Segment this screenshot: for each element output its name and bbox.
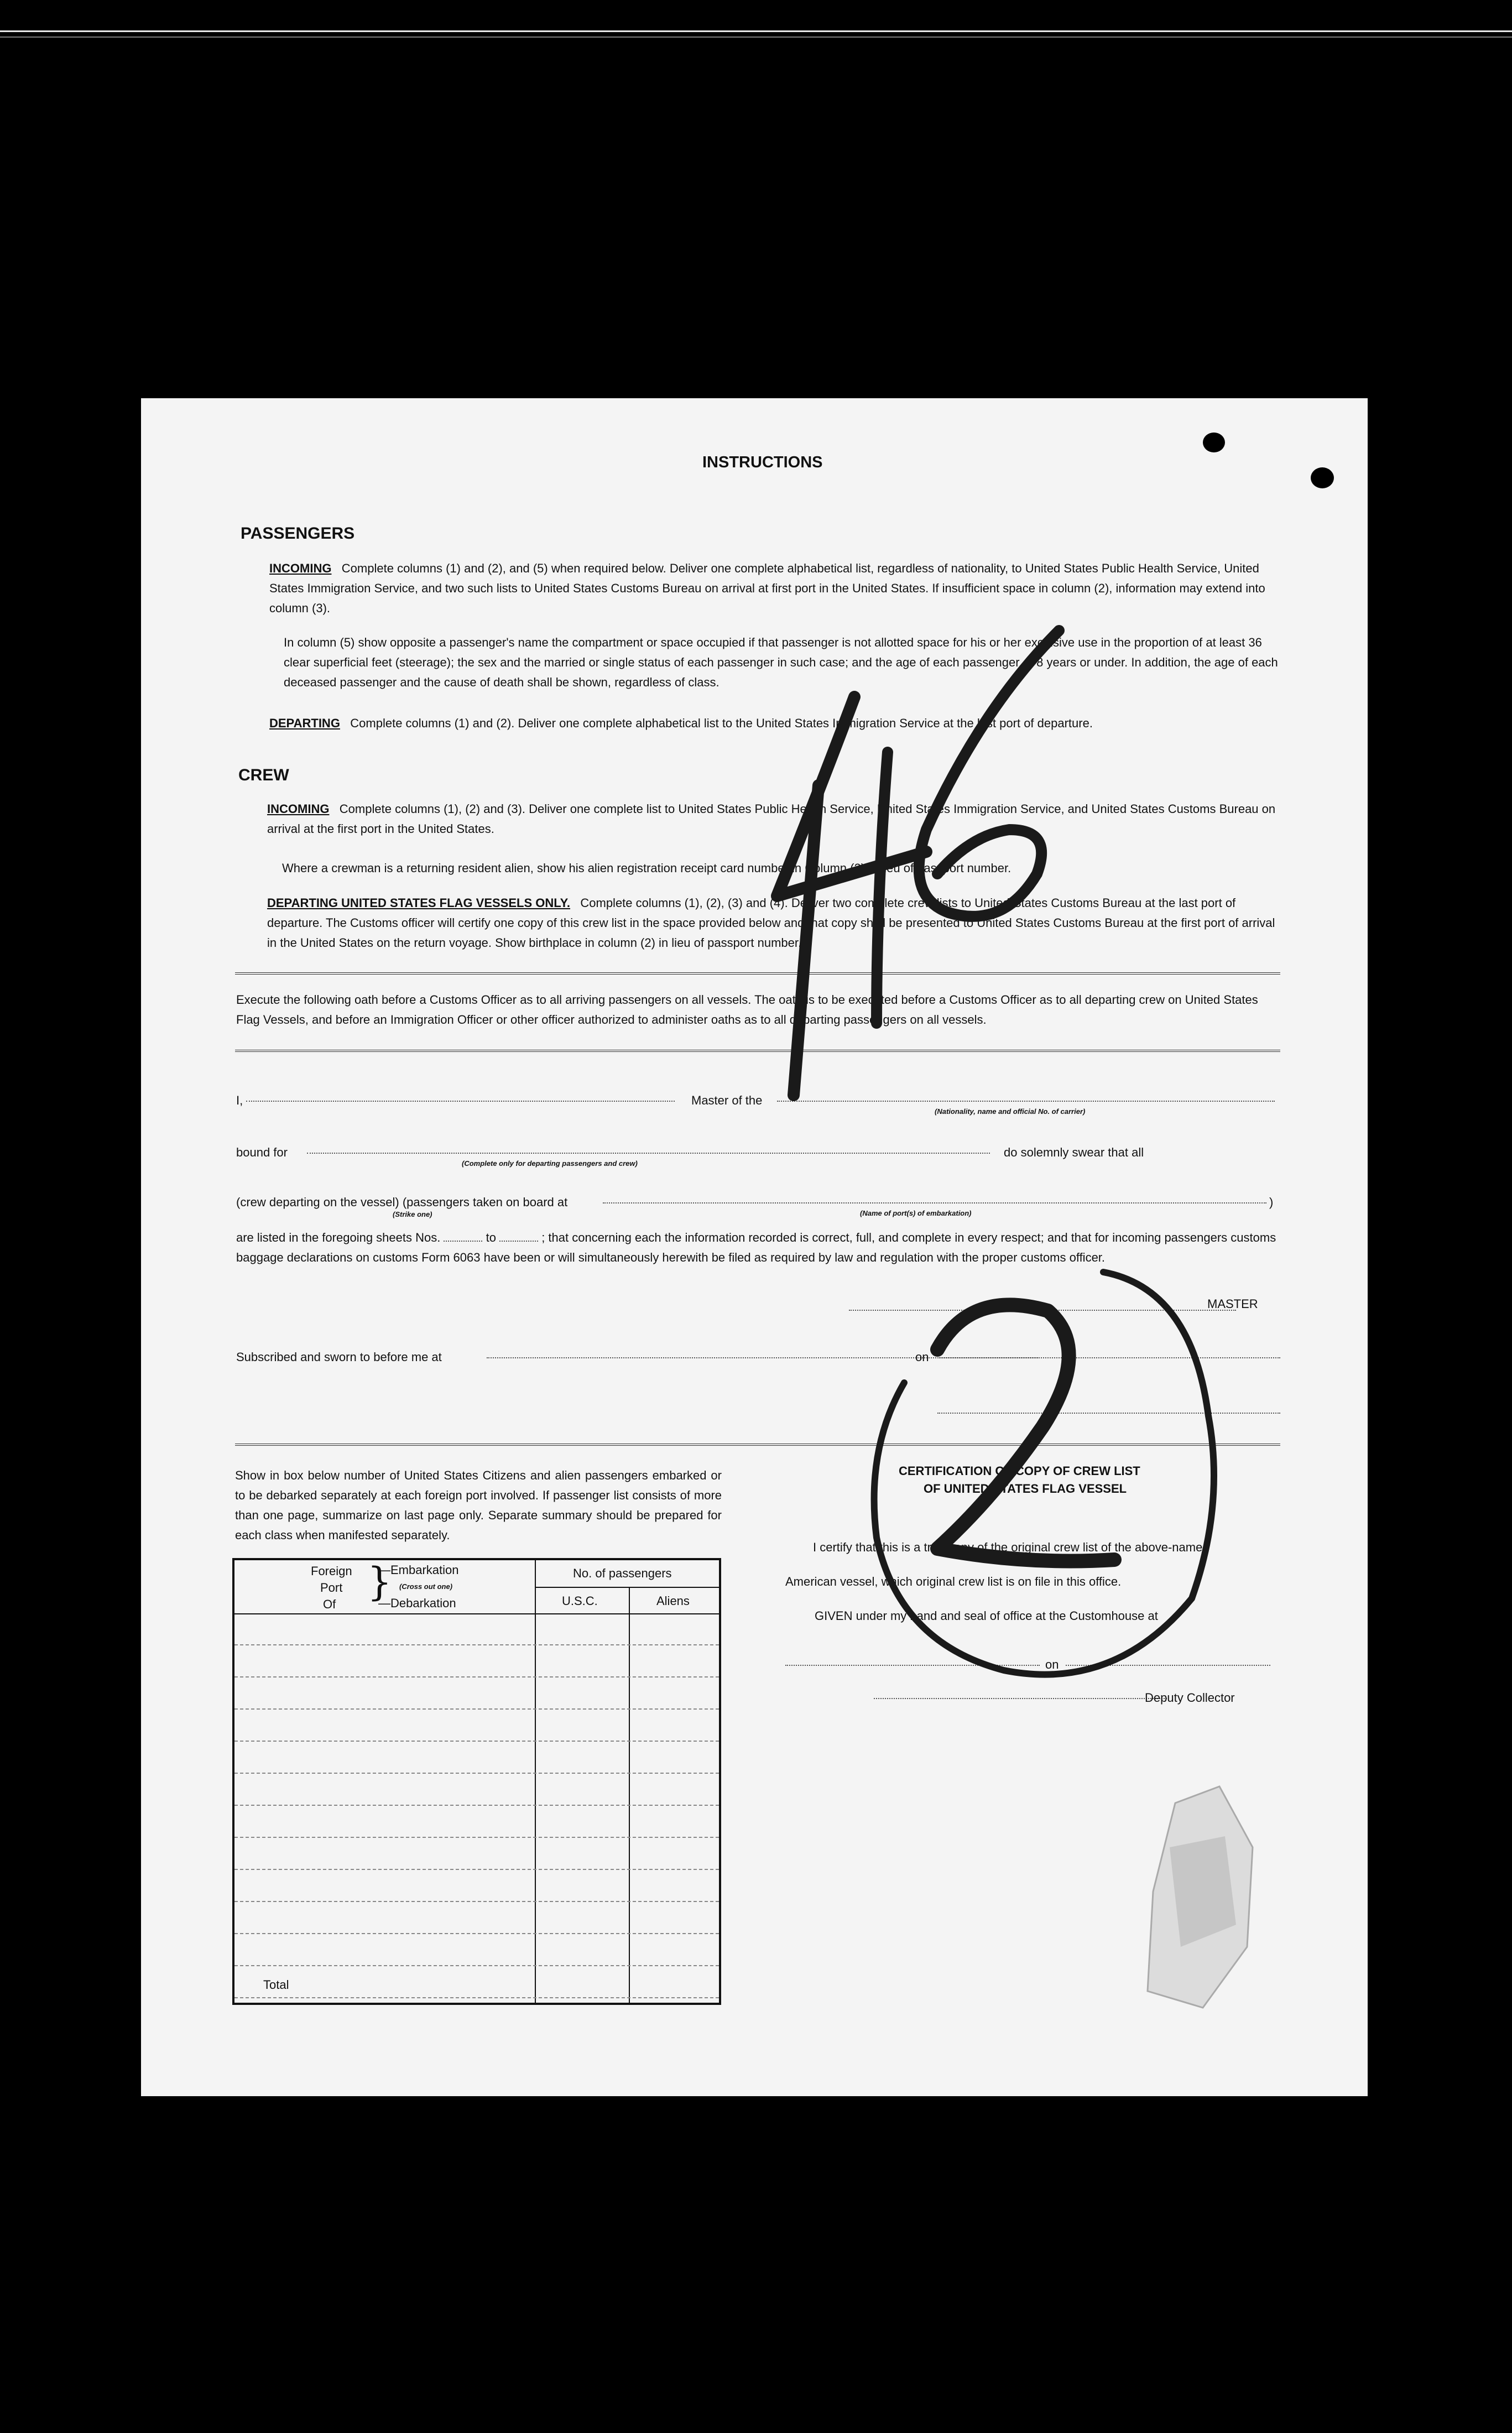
aliens-header: Aliens [656,1594,690,1608]
nationality-note: (Nationality, name and official No. of carrier) [935,1107,1086,1116]
certification-title-1: CERTIFICATION OF COPY OF CREW LIST [899,1464,1140,1478]
oath-intro: Execute the following oath before a Customs Officer as to all arriving passengers on all vessels. The oath is to be executed before a Customs Officer as to all departing crew on United States Flag Vessels, and before an Immigration Officer or other officer authorized to administer oaths as to all departing passengers on all vessels. [236,993,1258,1027]
crew-resident: Where a crewman is a returning resident alien, show his alien registration receipt card number in Column (2) in lieu of passport number. [282,861,1012,875]
summary-instructions: Show in box below number of United States Citizens and alien passengers embarked or to be debarked separately at each foreign port involved. If passenger list consists of more than one page, summarize on last page only. Separate summary should be prepared for each class when manifested separately. [235,1468,722,1542]
incoming-label: INCOMING [269,561,332,575]
crew-incoming-text: Complete columns (1), (2) and (3). Deliver one complete list to United States Public Health Service, United States Immigration Service, and United States Customs Bureau on arrival at the first port in the United States. [267,802,1276,836]
bound-note: (Complete only for departing passengers and crew) [462,1159,638,1168]
crew-heading: CREW [238,766,289,784]
listed-b: ; that concerning each the information recorded is correct, full, and complete in every respect; and that for incoming passengers customs baggage declarations on customs Form 6063 have been or will simultaneously herewith be filed as required by law and regulation with the proper customs officer. [236,1231,1276,1264]
no-passengers-header: No. of passengers [573,1566,672,1580]
document-page [141,398,1368,2096]
handwritten-number-2 [874,1272,1214,1675]
of-label: Of [323,1597,336,1611]
certification-on: on [1045,1658,1059,1671]
strike-one-note: (Strike one) [393,1210,432,1218]
swear-text: do solemnly swear that all [1004,1145,1144,1159]
port-label: Port [320,1581,343,1595]
cross-out-note: (Cross out one) [399,1582,453,1591]
listed-to: to [486,1231,496,1244]
master-of-label: Master of the [691,1093,763,1107]
departing-label: DEPARTING [269,716,340,730]
departing-text: Complete columns (1) and (2). Deliver one complete alphabetical list to the United States Immigration Service at the last port of departure. [350,716,1093,730]
certification-given: GIVEN under my hand and seal of office at the Customhouse at [815,1609,1158,1623]
handwritten-number-46 [777,631,1059,1095]
subscribed-label: Subscribed and sworn to before me at [236,1350,442,1364]
crew-departing-label: DEPARTING UNITED STATES FLAG VESSELS ONLY. [267,896,571,910]
bound-for-label: bound for [236,1145,288,1159]
embarkation-label: —Embarkation [378,1563,459,1577]
crew-departing-text: Complete columns (1), (2), (3) and (4). Deliver two complete crew lists to United States Customs Bureau at the last port of departure. The Customs officer will certify one copy of this crew list in the space provided below and that copy shall be presented to United States Customs Bureau at the first port of arrival in the United States on the return voyage. Show birthplace in column (2) in lieu of passport number. [267,896,1275,950]
certification-line-2: American vessel, which original crew list is on file in this office. [785,1575,1122,1588]
foreign-label: Foreign [311,1564,352,1578]
oath-i-label: I, [236,1093,243,1107]
close-paren: ) [1269,1195,1274,1209]
incoming-text: Complete columns (1) and (2), and (5) when required below. Deliver one complete alphabetical list, regardless of nationality, to United States Public Health Service, United States Immigration Service, and two such lists to United States Customs Bureau on arrival at first port in the United States. If insufficient space in column (2), information may extend into column (3). [269,561,1265,615]
deputy-collector-label: Deputy Collector [1145,1691,1235,1705]
brace: } [367,1559,392,1604]
total-label: Total [263,1978,289,1992]
ports-note: (Name of port(s) of embarkation) [860,1209,972,1217]
usc-header: U.S.C. [562,1594,598,1608]
film-edge-line [0,37,1512,38]
crew-departing-text: (crew departing on the vessel) (passengers taken on board at [236,1195,568,1209]
certification-title-2: OF UNITED STATES FLAG VESSEL [924,1482,1127,1496]
debarkation-label: —Debarkation [378,1596,456,1610]
crew-incoming-label: INCOMING [267,802,330,816]
subscribed-on: on [915,1350,929,1364]
page-title: INSTRUCTIONS [702,454,823,471]
listed-a: are listed in the foregoing sheets Nos. [236,1231,441,1244]
film-edge-line [0,30,1512,32]
passengers-column5: In column (5) show opposite a passenger's name the compartment or space occupied if that passenger is not allotted space for his or her exclusive use in the proportion of at least 36 clear superficial feet (steerage); the sex and the married or single status of each passenger in such case; and the age of each passenger of 8 years or under. In addition, the age of each deceased passenger and the cause of death shall be shown, regardless of class. [284,635,1278,689]
certification-line-1: I certify that this is a true copy of the original crew list of the above-named [813,1540,1209,1554]
handwritten-marks [141,398,1368,2096]
master-label: MASTER [1207,1297,1258,1311]
passengers-heading: PASSENGERS [241,524,355,543]
